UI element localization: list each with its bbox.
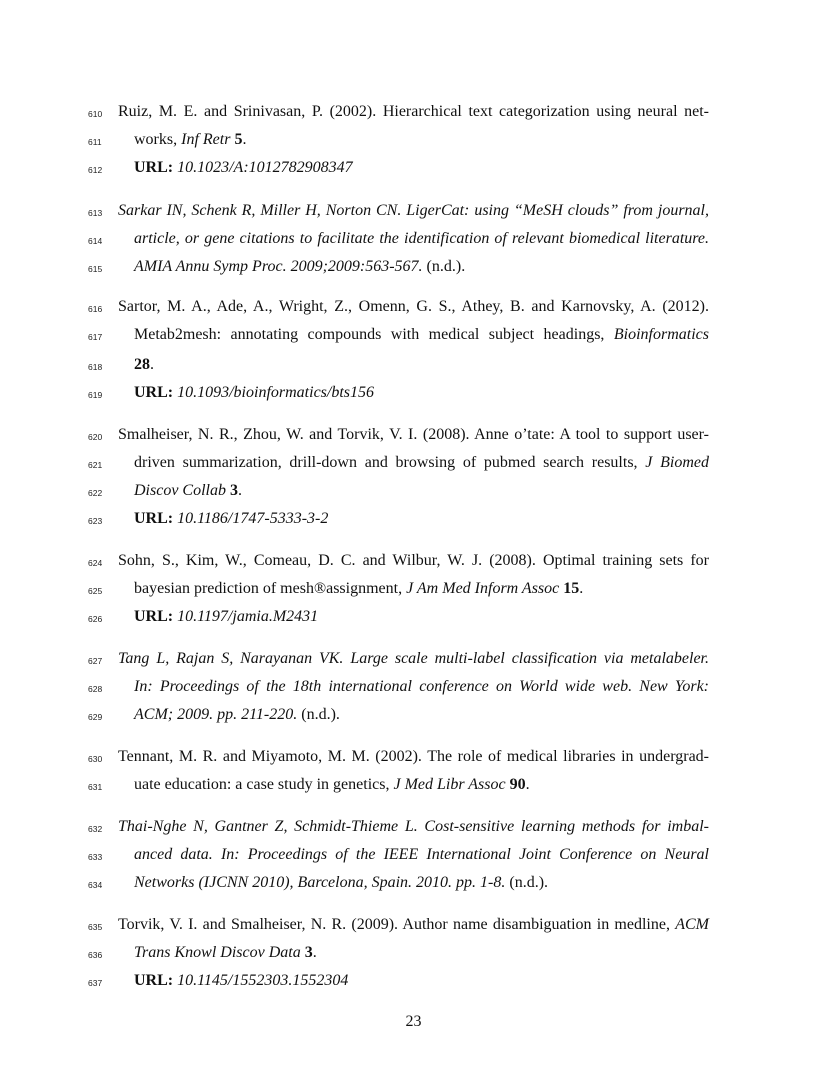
- reference-line: [0, 97, 827, 125]
- reference-line: [0, 938, 827, 966]
- line-text: [134, 355, 709, 375]
- italic-text: Networks (IJCNN 2010), Barcelona, Spain. 2010. pp. 1-8.: [134, 874, 506, 891]
- reference-line: [0, 476, 827, 504]
- reference-line: [0, 742, 827, 770]
- italic-text: Inf Retr: [181, 131, 231, 148]
- italic-text: 10.1186/1747-5333-3-2: [177, 510, 329, 527]
- line-number: 616: [88, 304, 103, 314]
- italic-text: J Med Libr Assoc: [393, 776, 506, 793]
- line-number: 626: [88, 614, 103, 624]
- reference-line: [0, 910, 827, 938]
- line-text: [134, 775, 709, 795]
- line-number: 635: [88, 922, 103, 932]
- reference-line: [0, 420, 827, 448]
- italic-text: ACM: [675, 916, 709, 933]
- reference-line: [0, 252, 827, 280]
- italic-text: article, or gene citations to facilitate the identification of relevant biomedical literature.: [134, 230, 709, 247]
- line-text: [134, 705, 709, 725]
- line-number: 624: [88, 558, 103, 568]
- line-text: [118, 817, 709, 837]
- line-number: 633: [88, 852, 103, 862]
- line-text: [118, 747, 709, 767]
- reference-line: [0, 672, 827, 700]
- bold-text: 3: [304, 944, 313, 961]
- line-text: [134, 607, 709, 627]
- line-number: 631: [88, 782, 103, 792]
- italic-text: 10.1197/jamia.M2431: [177, 608, 319, 625]
- line-text: [134, 677, 709, 697]
- line-text: [134, 130, 709, 150]
- text-run: Sartor, M. A., Ade, A., Wright, Z., Omenn, G. S., Athey, B. and Karnovsky, A. (2012).: [118, 298, 709, 315]
- italic-text: ACM; 2009. pp. 211-220.: [134, 706, 298, 723]
- line-number: 628: [88, 684, 103, 694]
- italic-text: Tang L, Rajan S, Narayanan VK. Large scale multi-label classification via metalabeler.: [118, 650, 709, 667]
- line-number: 619: [88, 390, 103, 400]
- text-run: .: [312, 944, 317, 961]
- italic-text: Sarkar IN, Schenk R, Miller H, Norton CN. LigerCat: using “MeSH clouds” from journal,: [118, 202, 709, 219]
- text-run: Sohn, S., Kim, W., Comeau, D. C. and Wilbur, W. J. (2008). Optimal training sets for: [118, 552, 709, 569]
- reference-line: [0, 840, 827, 868]
- line-text: [134, 509, 709, 529]
- text-run: .: [525, 776, 530, 793]
- text-run: Ruiz, M. E. and Srinivasan, P. (2002). Hierarchical text categorization using neural net-: [118, 103, 709, 120]
- reference-line: [0, 602, 827, 630]
- line-text: [134, 453, 709, 473]
- bold-text: URL:: [134, 608, 174, 625]
- text-run: .: [579, 580, 584, 597]
- reference-line: [0, 292, 827, 320]
- bold-text: URL:: [134, 384, 174, 401]
- line-text: [134, 481, 709, 501]
- italic-text: 10.1093/bioinformatics/bts156: [177, 384, 375, 401]
- bold-text: URL:: [134, 159, 174, 176]
- reference-line: [0, 966, 827, 994]
- italic-text: anced data. In: Proceedings of the IEEE International Joint Conference on Neural: [134, 846, 709, 863]
- line-text: [134, 383, 709, 403]
- reference-line: [0, 504, 827, 532]
- line-text: [134, 971, 709, 991]
- line-number: 613: [88, 208, 103, 218]
- line-number: 634: [88, 880, 103, 890]
- reference-line: [0, 125, 827, 153]
- reference-line: [0, 770, 827, 798]
- italic-text: 10.1023/A:1012782908347: [177, 159, 353, 176]
- line-number: 610: [88, 109, 103, 119]
- text-run: bayesian prediction of mesh®assignment,: [134, 580, 407, 597]
- reference-line: [0, 350, 827, 378]
- bold-text: URL:: [134, 510, 174, 527]
- line-text: [118, 102, 709, 122]
- line-text: [118, 915, 709, 935]
- line-number: 632: [88, 824, 103, 834]
- italic-text: Trans Knowl Discov Data: [134, 944, 301, 961]
- line-text: [134, 325, 709, 345]
- text-run: .: [238, 482, 242, 499]
- reference-line: [0, 153, 827, 181]
- line-number: 611: [88, 137, 102, 147]
- reference-line: [0, 448, 827, 476]
- line-number: 630: [88, 754, 103, 764]
- text-run: Torvik, V. I. and Smalheiser, N. R. (2009). Author name disambiguation in medline,: [118, 916, 676, 933]
- italic-text: J Am Med Inform Assoc: [406, 580, 560, 597]
- bold-text: 28: [134, 356, 150, 373]
- text-run: Smalheiser, N. R., Zhou, W. and Torvik, V. I. (2008). Anne o’tate: A tool to support user-: [118, 426, 709, 443]
- reference-line: [0, 224, 827, 252]
- line-number: 618: [88, 362, 103, 372]
- reference-line: [0, 700, 827, 728]
- italic-text: J Biomed: [645, 454, 709, 471]
- text-run: .: [242, 131, 247, 148]
- italic-text: Thai-Nghe N, Gantner Z, Schmidt-Thieme L. Cost-sensitive learning methods for imbal-: [118, 818, 709, 835]
- reference-line: [0, 546, 827, 574]
- line-text: [118, 201, 709, 221]
- reference-line: [0, 868, 827, 896]
- line-number: 612: [88, 165, 103, 175]
- line-number: 637: [88, 978, 103, 988]
- line-text: [134, 158, 709, 178]
- line-number: 614: [88, 236, 103, 246]
- line-text: [118, 425, 709, 445]
- line-text: [134, 845, 709, 865]
- line-number: 615: [88, 264, 103, 274]
- text-run: driven summarization, drill-down and browsing of pubmed search results,: [134, 454, 646, 471]
- line-text: [134, 943, 709, 963]
- text-run: Metab2mesh: annotating compounds with medical subject headings,: [134, 326, 614, 343]
- bold-text: URL:: [134, 972, 174, 989]
- line-number: 617: [88, 332, 103, 342]
- reference-line: [0, 378, 827, 406]
- text-run: works,: [134, 131, 182, 148]
- line-text: [134, 257, 709, 277]
- line-text: [118, 551, 709, 571]
- line-number: 621: [88, 460, 103, 470]
- reference-line: [0, 644, 827, 672]
- italic-text: Bioinformatics: [613, 326, 709, 343]
- italic-text: AMIA Annu Symp Proc. 2009;2009:563-567.: [134, 258, 423, 275]
- page-number: 23: [405, 1013, 422, 1030]
- italic-text: In: Proceedings of the 18th international conference on World wide web. New York:: [134, 678, 709, 695]
- reference-line: [0, 196, 827, 224]
- italic-text: 10.1145/1552303.1552304: [177, 972, 349, 989]
- line-number: 622: [88, 488, 103, 498]
- line-text: [134, 873, 709, 893]
- bold-text: 90: [509, 776, 526, 793]
- line-text: [134, 579, 709, 599]
- line-text: [134, 229, 709, 249]
- line-number: 629: [88, 712, 103, 722]
- bold-text: 15: [563, 580, 580, 597]
- bold-text: 3: [230, 482, 238, 499]
- text-run: (n.d.).: [422, 258, 466, 275]
- line-number: 636: [88, 950, 103, 960]
- reference-line: [0, 320, 827, 348]
- line-number: 620: [88, 432, 103, 442]
- line-number: 623: [88, 516, 103, 526]
- text-run: (n.d.).: [505, 874, 549, 891]
- text-run: (n.d.).: [297, 706, 340, 723]
- text-run: uate education: a case study in genetics,: [134, 776, 394, 793]
- italic-text: Discov Collab: [134, 482, 226, 499]
- line-text: [118, 649, 709, 669]
- text-run: .: [150, 356, 154, 373]
- line-number: 625: [88, 586, 103, 596]
- reference-line: [0, 574, 827, 602]
- bold-text: 5: [234, 131, 243, 148]
- reference-line: [0, 812, 827, 840]
- line-text: [118, 297, 709, 317]
- line-number: 627: [88, 656, 103, 666]
- text-run: Tennant, M. R. and Miyamoto, M. M. (2002). The role of medical libraries in undergrad-: [118, 748, 709, 765]
